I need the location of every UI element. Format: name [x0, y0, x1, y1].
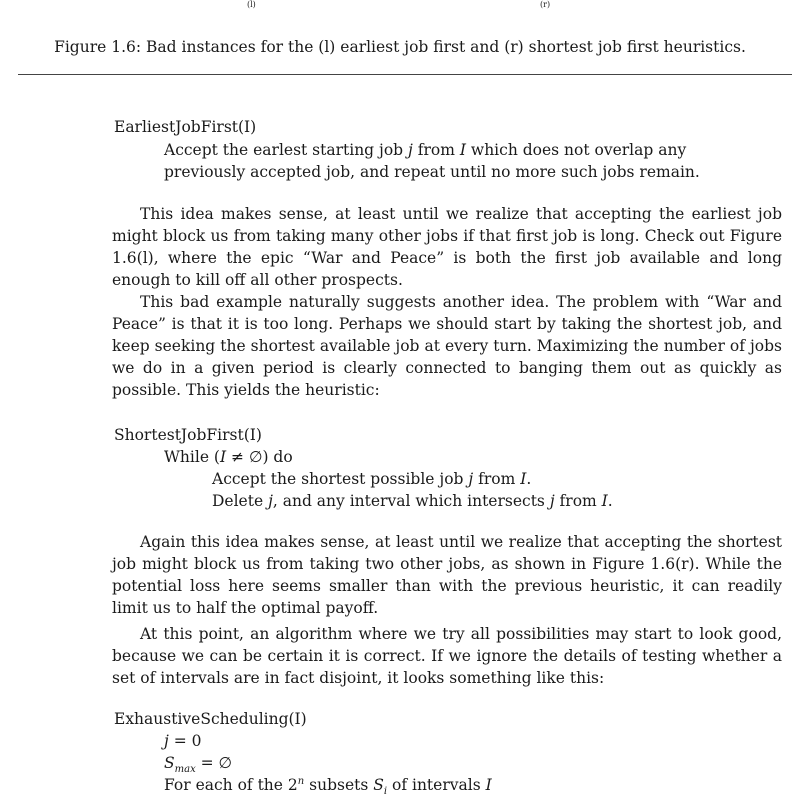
math-superscript: n — [297, 775, 305, 787]
text-run: , and any interval which intersects — [272, 492, 550, 510]
figure-sublabel-left: (l) — [247, 0, 256, 9]
algorithm-title-earliest-job-first: EarliestJobFirst(I) — [114, 118, 257, 136]
math-var: j — [468, 470, 474, 488]
text-run: from — [412, 141, 460, 159]
algorithm-line — [212, 468, 531, 490]
algorithm-title-exhaustive-scheduling: ExhaustiveScheduling(I) — [114, 710, 307, 728]
math-var: I — [601, 492, 608, 510]
text-run: of intervals — [387, 776, 486, 794]
math-var: I — [459, 141, 466, 159]
paragraph: This idea makes sense, at least until we realize that accepting the earliest job might block us from taking many other jobs if that first job is long. Check out Figure 1.6(l), where the epic “War and Peace” is both the first job available and long enough to kill off all other prospects. — [112, 205, 782, 289]
algorithm-line: previously accepted job, and repeat until no more such jobs remain. — [164, 163, 700, 181]
text-run: = 0 — [168, 732, 202, 750]
text-run: Accept the shortest possible job — [212, 470, 469, 488]
algorithm-line — [164, 446, 293, 468]
math-var: j — [549, 492, 555, 510]
algorithm-line — [164, 752, 232, 774]
text-run: For each of the 2 — [164, 776, 298, 794]
text-run: While ( — [164, 448, 220, 466]
math-var: j — [268, 492, 273, 510]
text-run: Accept the earlest starting job — [164, 141, 409, 159]
math-var: I — [485, 776, 492, 794]
text-run: which does not overlap any — [466, 141, 687, 159]
algorithm-line — [164, 774, 492, 796]
text-run: Delete — [212, 492, 269, 510]
math-var: I — [520, 470, 527, 488]
math-var: I — [219, 448, 227, 466]
text-run: ≠ ∅) do — [226, 448, 293, 466]
math-var: S — [164, 754, 175, 772]
algorithm-line — [164, 730, 202, 752]
paragraph: At this point, an algorithm where we try all possibilities may start to look good, because we can be certain it is correct. If we ignore the details of testing whether a set of intervals are in fact disjoint, it looks something like this: — [112, 625, 782, 687]
text-run: . — [526, 470, 532, 488]
paragraph: Again this idea makes sense, at least until we realize that accepting the shortest job might block us from taking two other jobs, as shown in Figure 1.6(r). While the potential loss here seems smaller than with the previous heuristic, it can readily limit us to half the optimal payoff. — [112, 533, 782, 617]
algorithm-line — [164, 139, 686, 161]
text-run: from — [473, 470, 521, 488]
math-subscript: max — [174, 764, 196, 776]
text-run: . — [607, 492, 613, 510]
text-run: = ∅ — [195, 754, 233, 772]
algorithm-line — [212, 490, 613, 512]
math-var: S — [373, 776, 384, 794]
algorithm-title-shortest-job-first: ShortestJobFirst(I) — [114, 426, 262, 444]
math-var: j — [164, 732, 169, 750]
figure-sublabel-right: (r) — [540, 0, 551, 9]
math-subscript: i — [383, 786, 388, 798]
section-divider — [18, 74, 792, 75]
text-run: from — [554, 492, 602, 510]
paragraph: This bad example naturally suggests another idea. The problem with “War and Peace” is that it is too long. Perhaps we should start by taking the shortest job, and keep seeking the shortest available job at every turn. Maximizing the number of jobs we do in a given period is clearly connected to banging them out as quickly as possible. This yields the heuristic: — [112, 293, 782, 399]
figure-caption: Figure 1.6: Bad instances for the (l) earliest job first and (r) shortest job first heuristics. — [54, 38, 746, 56]
math-var: j — [408, 141, 413, 159]
text-run: subsets — [304, 776, 374, 794]
